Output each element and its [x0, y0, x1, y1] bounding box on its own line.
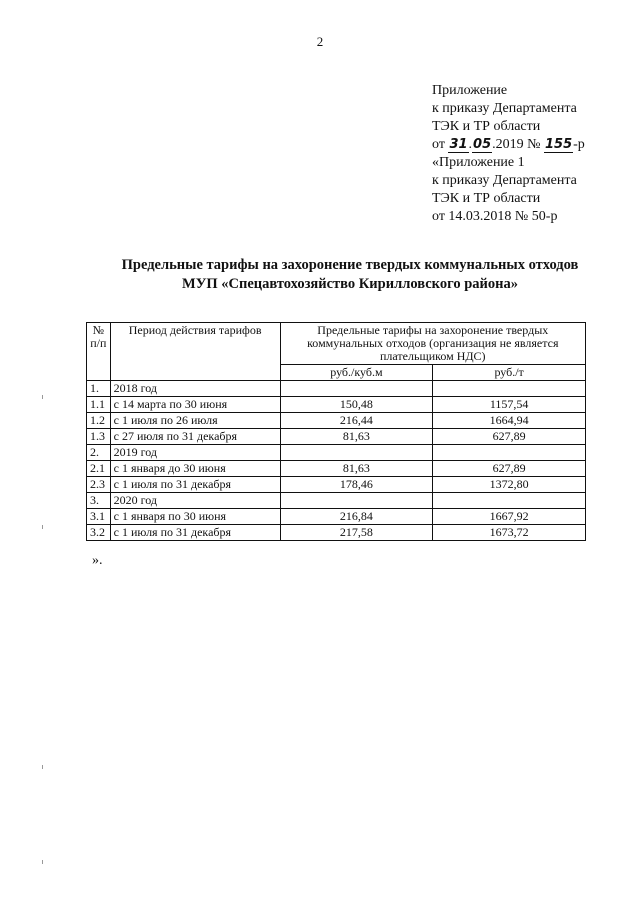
cell-num: 1.1	[87, 397, 111, 413]
handwritten-order-number: 155	[544, 137, 573, 152]
cell-value-per-ton: 627,89	[433, 461, 586, 477]
cell-value-per-ton	[433, 445, 586, 461]
cell-period: с 1 июля по 26 июля	[110, 413, 280, 429]
appendix-block	[432, 82, 632, 226]
table-row	[87, 477, 586, 493]
appendix-line: от 14.03.2018 № 50-р	[432, 209, 558, 224]
table-row	[87, 509, 586, 525]
scan-speck	[42, 525, 43, 529]
cell-value-per-ton	[433, 493, 586, 509]
header-unit-cubic-meter: руб./куб.м	[280, 365, 433, 381]
header-num: № п/п	[87, 323, 111, 381]
cell-period: с 1 января до 30 июня	[110, 461, 280, 477]
table-row	[87, 397, 586, 413]
cell-value-per-cubic-meter: 216,44	[280, 413, 433, 429]
appendix-line: к приказу Департамента	[432, 101, 577, 116]
cell-period: с 1 января по 30 июня	[110, 509, 280, 525]
cell-period: с 27 июля по 31 декабря	[110, 429, 280, 445]
cell-value-per-cubic-meter: 178,46	[280, 477, 433, 493]
cell-num: 2.3	[87, 477, 111, 493]
cell-value-per-ton: 1673,72	[433, 525, 586, 541]
cell-value-per-cubic-meter	[280, 381, 433, 397]
table-row	[87, 493, 586, 509]
table-row	[87, 461, 586, 477]
header-unit-ton: руб./т	[433, 365, 586, 381]
cell-period: 2020 год	[110, 493, 280, 509]
handwritten-day: 31	[449, 137, 468, 152]
tariffs-table	[86, 322, 586, 541]
cell-period: с 1 июля по 31 декабря	[110, 477, 280, 493]
date-separator: .	[468, 137, 473, 152]
cell-value-per-ton	[433, 381, 586, 397]
cell-value-per-cubic-meter: 217,58	[280, 525, 433, 541]
cell-value-per-ton: 1372,80	[433, 477, 586, 493]
cell-num: 1.2	[87, 413, 111, 429]
header-period: Период действия тарифов	[110, 323, 280, 381]
cell-period: с 14 марта по 30 июня	[110, 397, 280, 413]
cell-num: 2.	[87, 445, 111, 461]
document-title	[60, 256, 640, 294]
cell-num: 1.3	[87, 429, 111, 445]
cell-period: 2018 год	[110, 381, 280, 397]
cell-value-per-cubic-meter	[280, 445, 433, 461]
cell-value-per-cubic-meter: 150,48	[280, 397, 433, 413]
cell-value-per-cubic-meter: 81,63	[280, 429, 433, 445]
cell-value-per-cubic-meter	[280, 493, 433, 509]
order-number-suffix: -р	[573, 137, 585, 152]
scan-speck	[42, 395, 43, 399]
table-row	[87, 525, 586, 541]
cell-value-per-ton: 1664,94	[433, 413, 586, 429]
cell-num: 3.	[87, 493, 111, 509]
cell-num: 1.	[87, 381, 111, 397]
cell-num: 3.2	[87, 525, 111, 541]
scan-speck	[42, 765, 43, 769]
cell-num: 2.1	[87, 461, 111, 477]
closing-quote: ».	[92, 553, 103, 568]
appendix-line: ТЭК и ТР области	[432, 119, 541, 134]
page-number: 2	[316, 34, 324, 49]
appendix-line: к приказу Департамента	[432, 173, 577, 188]
cell-num: 3.1	[87, 509, 111, 525]
cell-value-per-ton: 1157,54	[433, 397, 586, 413]
cell-value-per-ton: 627,89	[433, 429, 586, 445]
appendix-line: «Приложение 1	[432, 155, 525, 170]
order-year-number-label: .2019 №	[492, 137, 544, 152]
cell-value-per-cubic-meter: 216,84	[280, 509, 433, 525]
cell-value-per-cubic-meter: 81,63	[280, 461, 433, 477]
cell-period: 2019 год	[110, 445, 280, 461]
header-tariffs: Предельные тарифы на захоронение твердых коммунальных отходов (организация не является плательщиком НДС)	[280, 323, 585, 365]
cell-value-per-ton: 1667,92	[433, 509, 586, 525]
title-line-1: Предельные тарифы на захоронение твердых коммунальных отходов	[121, 257, 579, 273]
title-line-2: МУП «Спецавтохозяйство Кирилловского района»	[182, 276, 518, 292]
cell-period: с 1 июля по 31 декабря	[110, 525, 280, 541]
table-row	[87, 413, 586, 429]
table-row	[87, 445, 586, 461]
order-date-line	[432, 136, 632, 154]
appendix-line: Приложение	[432, 83, 508, 98]
handwritten-month: 05	[473, 137, 492, 152]
appendix-line: ТЭК и ТР области	[432, 191, 541, 206]
scan-speck	[42, 860, 43, 864]
table-row	[87, 429, 586, 445]
table-row	[87, 381, 586, 397]
order-date-prefix: от	[432, 137, 449, 152]
